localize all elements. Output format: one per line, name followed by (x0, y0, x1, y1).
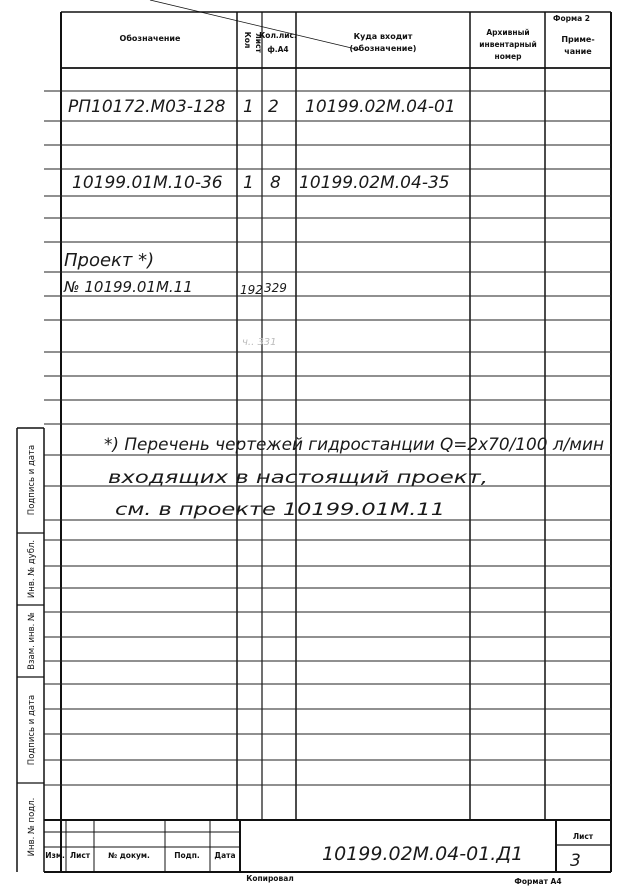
project-qty: 192 (240, 283, 263, 297)
row2-designation: 10199.01М.10-36 (72, 173, 223, 193)
col-goes-into-sub: (обозначение) (349, 44, 417, 53)
col-goes-into-header: Куда входит (353, 32, 413, 41)
project-line2: № 10199.01М.11 (64, 278, 193, 296)
copied-label: Копировал (246, 874, 294, 883)
project-faint: ч.. 331 (242, 337, 277, 348)
document-number: 10199.02М.04-01.Д1 (322, 843, 524, 865)
col-sheet-header: лист (254, 33, 263, 53)
col-note-2: чание (564, 47, 592, 56)
col-note-1: Приме- (561, 35, 595, 44)
col-sheets-count-header: Кол.лис. (259, 31, 297, 40)
footnote-line3: см. в проекте 10199.01М.11 (115, 500, 445, 520)
row1-qty: 1 (243, 97, 254, 117)
footnote-line1: *) Перечень чертежей гидростанции Q=2х70/100 л/мин (104, 435, 604, 455)
col-qty-header: Кол (243, 31, 252, 49)
row2-sheets: 8 (270, 173, 281, 193)
tb-col-sign: Подп. (174, 851, 200, 860)
row1-goes-into: 10199.02М.04-01 (305, 97, 456, 117)
col-archive-1: Архивный (486, 28, 530, 37)
tb-col-doc: № докум. (108, 851, 150, 860)
side-replace-inv: Взам. инв. № (27, 612, 37, 670)
footnote-line2: входящих в настоящий проект, (108, 468, 488, 488)
project-sheets: 329 (264, 281, 287, 295)
tb-col-list: Лист (69, 851, 91, 860)
side-inv-dup: Инв. № дубл. (27, 539, 37, 599)
row1-sheets: 2 (268, 97, 279, 117)
row2-goes-into: 10199.02М.04-35 (299, 173, 450, 193)
side-sign-date-top: Подпись и дата (27, 444, 37, 516)
tb-col-izm: Изм. (45, 851, 65, 860)
row2-qty: 1 (243, 173, 254, 193)
row1-designation: РП10172.М03-128 (68, 97, 226, 117)
col-designation-header: Обозначение (119, 34, 181, 43)
side-inv-orig: Инв. № подл. (27, 797, 37, 857)
col-archive-2: инвентарный (479, 40, 537, 49)
tb-col-date: Дата (214, 851, 236, 860)
side-sign-date-bottom: Подпись и дата (27, 694, 37, 766)
col-format-header: ф.А4 (267, 45, 289, 54)
project-line1: Проект *) (64, 250, 155, 271)
sheet-number: 3 (570, 851, 581, 871)
format-label: Формат А4 (514, 877, 562, 886)
col-archive-3: номер (494, 52, 522, 61)
sheet-label: Лист (572, 832, 594, 841)
form-label: Форма 2 (553, 14, 590, 23)
